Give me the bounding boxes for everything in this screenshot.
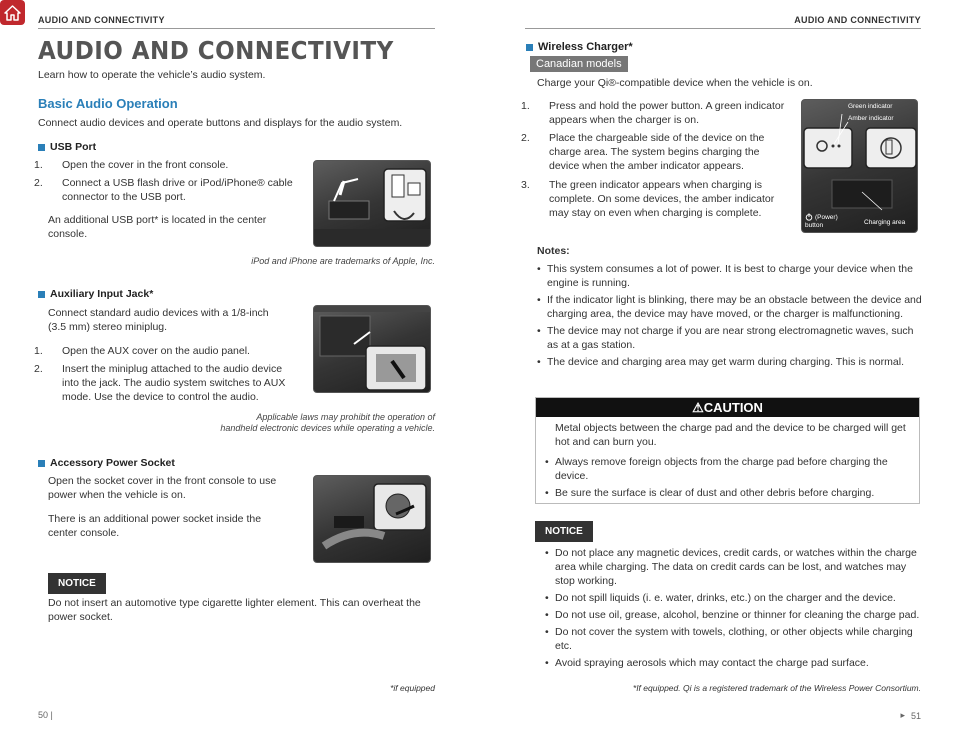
caution-item: • Be sure the surface is clear of dust and other debris before charging. <box>545 486 910 500</box>
charger-step-1: 1. Press and hold the power button. A green indicator appears when the charger is on. <box>521 100 785 126</box>
section-square-icon <box>38 291 45 298</box>
green-indicator-label: Green indicator <box>848 103 893 110</box>
section-square-icon <box>38 460 45 467</box>
warning-triangle-icon: ⚠ <box>692 400 704 415</box>
usb-note: An additional USB port* is located in the center console. <box>48 214 267 240</box>
power-socket-text-1: Open the socket cover in the front console to use power when the vehicle is on. <box>48 475 277 501</box>
section-square-icon <box>526 44 533 51</box>
aux-intro: Connect standard audio devices with a 1/8-inch (3.5 mm) stereo miniplug. <box>48 307 269 333</box>
left-footnote: *if equipped <box>390 683 435 693</box>
pager-marker-icon: ▸ <box>900 710 905 720</box>
button-label: button <box>805 222 824 229</box>
canadian-models-badge: Canadian models <box>530 56 628 72</box>
left-page-number: 50 | <box>38 710 53 720</box>
note-item: • The device may not charge if you are near strong electromagnetic waves, such as at a gas station. <box>537 324 922 352</box>
charger-step-2: 2. Place the chargeable side of the device on the charge area. The system begins charging the device when the amber indicator appears. <box>521 132 765 172</box>
right-notice-badge: NOTICE <box>535 521 593 542</box>
power-button-label: (Power) <box>805 213 838 221</box>
page-intro: Learn how to operate the vehicle’s audio system. <box>38 69 266 81</box>
note-item: • The device and charging area may get warm during charging. This is normal. <box>537 355 922 369</box>
right-header-rule <box>525 28 921 29</box>
notice-list <box>545 546 920 673</box>
usb-step-1: 1. Open the cover in the front console. <box>34 159 229 171</box>
usb-port-photo <box>313 160 431 247</box>
caution-list <box>545 455 910 500</box>
wireless-charger-heading: Wireless Charger* <box>526 41 633 53</box>
wireless-charger-photo <box>801 99 918 233</box>
usb-port-heading: USB Port <box>38 141 96 153</box>
right-footnote: *If equipped. Qi is a registered trademark of the Wireless Power Consortium. <box>632 683 921 693</box>
section-intro: Connect audio devices and operate buttons and displays for the audio system. <box>38 117 403 129</box>
usb-step-2: 2. Connect a USB flash drive or iPod/iPhone® cable connector to the USB port. <box>34 177 293 203</box>
power-icon <box>805 213 813 221</box>
left-header-rule <box>38 28 435 29</box>
note-item: • If the indicator light is blinking, there may be an obstacle between the device and charging area, the device may have moved, or the charger is malfunctioning. <box>537 293 922 321</box>
left-notice-badge: NOTICE <box>48 573 106 594</box>
aux-law-caption: Applicable laws may prohibit the operation of handheld electronic devices while operating a vehicle. <box>220 412 435 433</box>
notice-item: • Do not cover the system with towels, clothing, or other objects while charging etc. <box>545 625 920 653</box>
notes-list <box>537 262 922 372</box>
right-page-number: ▸ 51 <box>900 710 921 721</box>
aux-jack-heading: Auxiliary Input Jack* <box>38 288 153 300</box>
home-icon <box>4 5 21 21</box>
power-socket-text-2: There is an additional power socket inside the center console. <box>48 513 262 539</box>
left-running-head: AUDIO AND CONNECTIVITY <box>38 15 165 25</box>
caution-box <box>535 397 920 504</box>
amber-indicator-label: Amber indicator <box>848 115 894 122</box>
section-square-icon <box>38 144 45 151</box>
notice-item: • Avoid spraying aerosols which may contact the charge pad surface. <box>545 656 920 670</box>
note-item: • This system consumes a lot of power. It is best to charge your device when the engine is running. <box>537 262 922 290</box>
aux-step-1: 1. Open the AUX cover on the audio panel. <box>34 345 250 357</box>
notes-title: Notes: <box>537 245 570 257</box>
page-title: AUDIO AND CONNECTIVITY <box>38 36 394 65</box>
aux-jack-photo <box>313 305 431 393</box>
right-running-head: AUDIO AND CONNECTIVITY <box>794 15 921 25</box>
charging-area-label: Charging area <box>864 219 906 226</box>
caution-header: ⚠CAUTION <box>536 398 919 417</box>
section-title: Basic Audio Operation <box>38 96 178 111</box>
power-socket-heading: Accessory Power Socket <box>38 457 175 469</box>
power-socket-notice-text: Do not insert an automotive type cigarette lighter element. This can overheat the power socket. <box>48 597 421 623</box>
notice-item: • Do not spill liquids (i. e. water, drinks, etc.) on the charger and the device. <box>545 591 920 605</box>
aux-step-2: 2. Insert the miniplug attached to the audio device into the jack. The audio system switches to AUX mode. Use the device to control the audio. <box>34 363 286 403</box>
wireless-charger-intro: Charge your Qi®-compatible device when the vehicle is on. <box>537 77 813 89</box>
notice-item: • Do not place any magnetic devices, credit cards, or watches within the charge area while charging. The data on credit cards can be lost, and watches may stop working. <box>545 546 920 588</box>
home-button[interactable] <box>0 0 25 25</box>
caution-item: • Always remove foreign objects from the charge pad before charging the device. <box>545 455 910 483</box>
caution-text: Metal objects between the charge pad and the device to be charged will get hot and can burn you. <box>555 422 906 448</box>
notice-item: • Do not use oil, grease, alcohol, benzine or thinner for cleaning the charge pad. <box>545 608 920 622</box>
power-socket-photo <box>313 475 431 563</box>
usb-trademark-caption: iPod and iPhone are trademarks of Apple, Inc. <box>251 256 435 266</box>
charger-step-3: 3. The green indicator appears when charging is complete. On some devices, the amber indicator may stay on even when charging is complete. <box>521 179 775 219</box>
